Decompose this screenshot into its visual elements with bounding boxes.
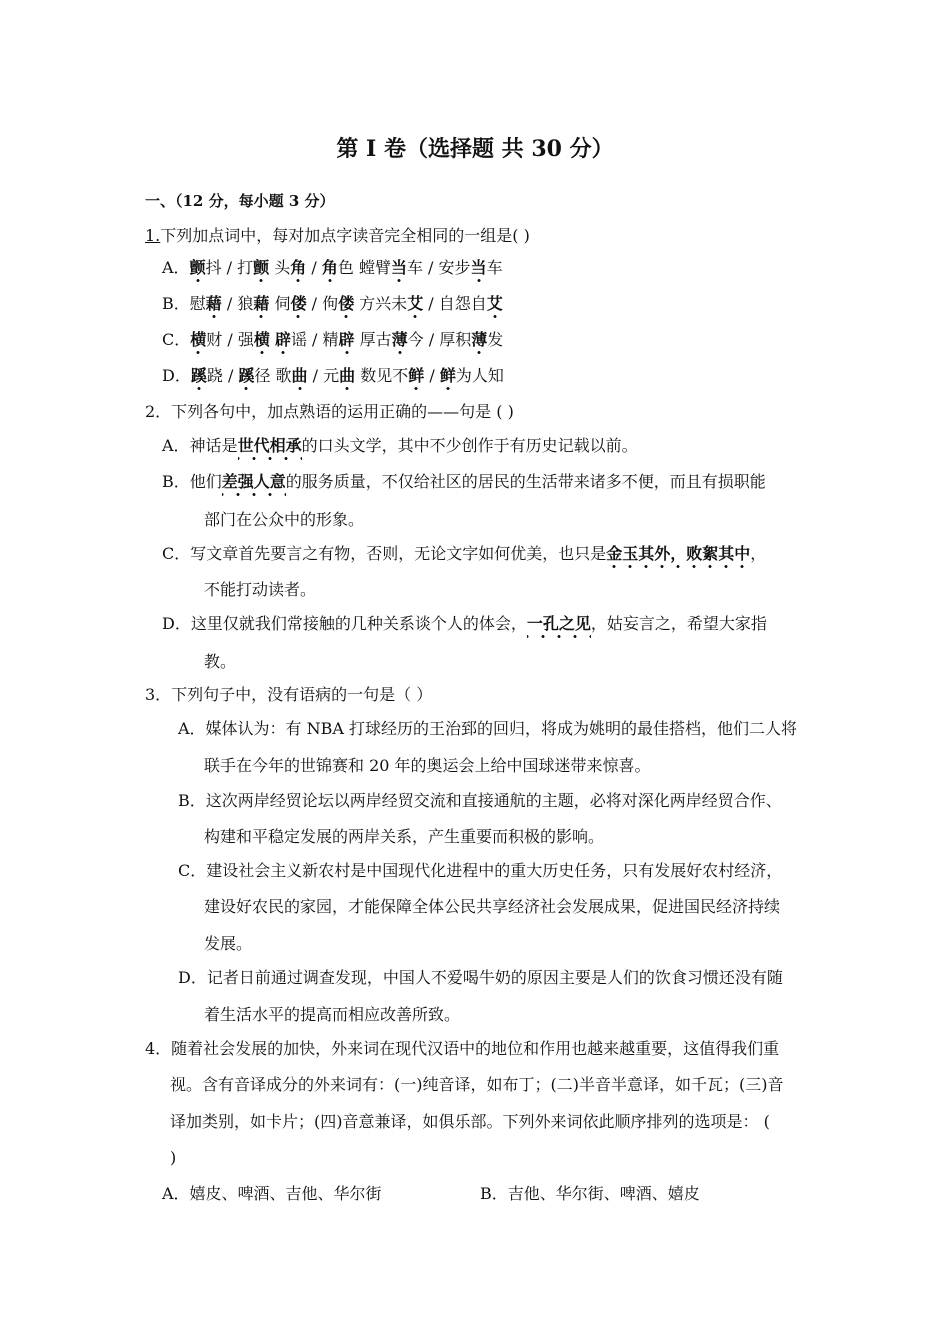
question-2-stem: 2．下列各句中，加点熟语的运用正确的——句是 ( ) [145,402,514,421]
dotted-idiom: 一孔之见 [527,614,591,639]
q1-option-a: A．颤抖 / 打颤 头角 / 角色 螳臂当车 / 安步当车 [162,256,503,280]
q3-option-a-cont: 联手在今年的世锦赛和 20 年的奥运会上给中国球迷带来惊喜。 [204,756,651,775]
question-4-stem-l4: ) [170,1148,177,1167]
q1-option-b: B．慰藉 / 狼藉 伺偻 / 佝偻 方兴未艾 / 自怨自艾 [162,292,503,316]
question-4-stem: 4．随着社会发展的加快，外来词在现代汉语中的地位和作用也越来越重要，这值得我们重 [145,1039,780,1058]
dotted-idiom: 金玉其外，败絮其中 [606,544,750,569]
q4-option-b: B．吉他、华尔街、啤酒、嬉皮 [480,1184,700,1203]
question-1-stem: 1.下列加点词中，每对加点字读音完全相同的一组是( ) [145,226,530,245]
q2-option-d-cont: 教。 [204,652,237,671]
q4-option-a: A．嬉皮、啤酒、吉他、华尔街 [162,1184,382,1203]
q2-option-a: A．神话是世代相承的口头文学，其中不少创作于有历史记载以前。 [162,434,638,458]
q3-option-c: C．建设社会主义新农村是中国现代化进程中的重大历史任务，只有发展好农村经济， [178,861,783,880]
question-number: 1. [145,226,161,245]
q2-option-d: D．这里仅就我们常接触的几种关系谈个人的体会，一孔之见，姑妄言之，希望大家指 [162,612,767,636]
q2-option-b: B．他们差强人意的服务质量，不仅给社区的居民的生活带来诸多不便，而且有损职能 [162,470,766,494]
question-3-stem: 3．下列句子中，没有语病的一句是（ ） [145,685,433,704]
q3-option-c-cont: 建设好农民的家园，才能保障全体公民共享经济社会发展成果，促进国民经济持续 [204,897,781,916]
dotted-idiom: 世代相承 [238,436,302,461]
paper-title: 第 I 卷（选择题 共 30 分） [336,136,614,162]
q2-option-b-cont: 部门在公众中的形象。 [204,510,365,529]
q3-option-b: B．这次两岸经贸论坛以两岸经贸交流和直接通航的主题，必将对深化两岸经贸合作、 [178,791,782,810]
q3-option-b-cont: 构建和平稳定发展的两岸关系，产生重要而积极的影响。 [204,827,605,846]
q1-option-c: C．横财 / 强横 辟谣 / 精辟 厚古薄今 / 厚积薄发 [162,328,503,352]
section-heading: 一、（12 分，每小题 3 分） [145,192,335,210]
q3-option-a: A．媒体认为：有 NBA 打球经历的王治郅的回归，将成为姚明的最佳搭档，他们二人将 [178,719,798,738]
question-4-stem-l3: 译加类别，如卡片；(四)音意兼译，如俱乐部。下列外来词依此顺序排列的选项是： ( [170,1112,770,1131]
dotted-idiom: 差强人意 [222,472,286,497]
question-4-stem-l2: 视。含有音译成分的外来词有：(一)纯音译，如布丁；(二)半音半意译，如千瓦；(三)音 [170,1075,784,1094]
q2-option-c: C．写文章首先要言之有物，否则，无论文字如何优美，也只是金玉其外，败絮其中， [162,542,766,566]
q3-option-c-cont2: 发展。 [204,934,253,953]
q2-option-c-cont: 不能打动读者。 [204,580,317,599]
q1-option-d: D．蹊跷 / 蹊径 歌曲 / 元曲 数见不鲜 / 鲜为人知 [162,364,504,388]
q3-option-d-cont: 着生活水平的提高而相应改善所致。 [204,1005,461,1024]
q3-option-d: D．记者日前通过调查发现，中国人不爱喝牛奶的原因主要是人们的饮食习惯还没有随 [178,968,783,987]
